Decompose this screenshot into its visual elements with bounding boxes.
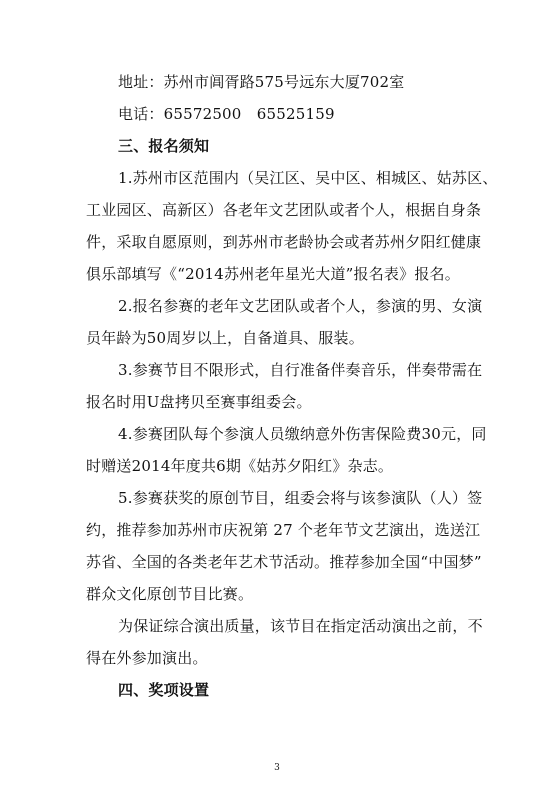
paragraph-line: 1.苏州市区范围内（吴江区、吴中区、相城区、姑苏区、	[118, 169, 498, 187]
paragraph-line: 俱乐部填写《“2014苏州老年星光大道”报名表》报名。	[86, 265, 460, 283]
paragraph-line: 报名时用U盘拷贝至赛事组委会。	[86, 393, 312, 411]
paragraph-line: 4.参赛团队每个参演人员缴纳意外伤害保险费30元，同	[118, 425, 487, 443]
paragraph-line: 得在外参加演出。	[86, 649, 208, 667]
address-line: 地址：苏州市阊胥路575号远东大厦702室	[118, 73, 405, 91]
section-heading-registration: 三、报名须知	[118, 137, 210, 155]
paragraph-line: 5.参赛获奖的原创节目，组委会将与该参演队（人）签	[118, 489, 483, 507]
section-heading-awards: 四、奖项设置	[118, 681, 210, 699]
paragraph-line: 群众文化原创节目比赛。	[86, 585, 254, 603]
paragraph-line: 工业园区、高新区）各老年文艺团队或者个人，根据自身条	[86, 201, 482, 219]
paragraph-line: 为保证综合演出质量，该节目在指定活动演出之前，不	[118, 617, 483, 635]
paragraph-line: 件，采取自愿原则，到苏州市老龄协会或者苏州夕阳红健康	[86, 233, 482, 251]
phone-line: 电话：65572500 65525159	[118, 105, 335, 123]
page-number: 3	[274, 763, 280, 773]
paragraph-line: 2.报名参赛的老年文艺团队或者个人，参演的男、女演	[118, 297, 483, 315]
paragraph-line: 员年龄为50周岁以上，自备道具、服装。	[86, 329, 364, 347]
paragraph-line: 3.参赛节目不限形式，自行准备伴奏音乐，伴奏带需在	[118, 361, 483, 379]
paragraph-line: 时赠送2014年度共6期《姑苏夕阳红》杂志。	[86, 457, 394, 475]
paragraph-line: 约，推荐参加苏州市庆祝第 27 个老年节文艺演出，选送江	[86, 521, 481, 539]
paragraph-line: 苏省、全国的各类老年艺术节活动。推荐参加全国“中国梦”	[86, 553, 482, 571]
